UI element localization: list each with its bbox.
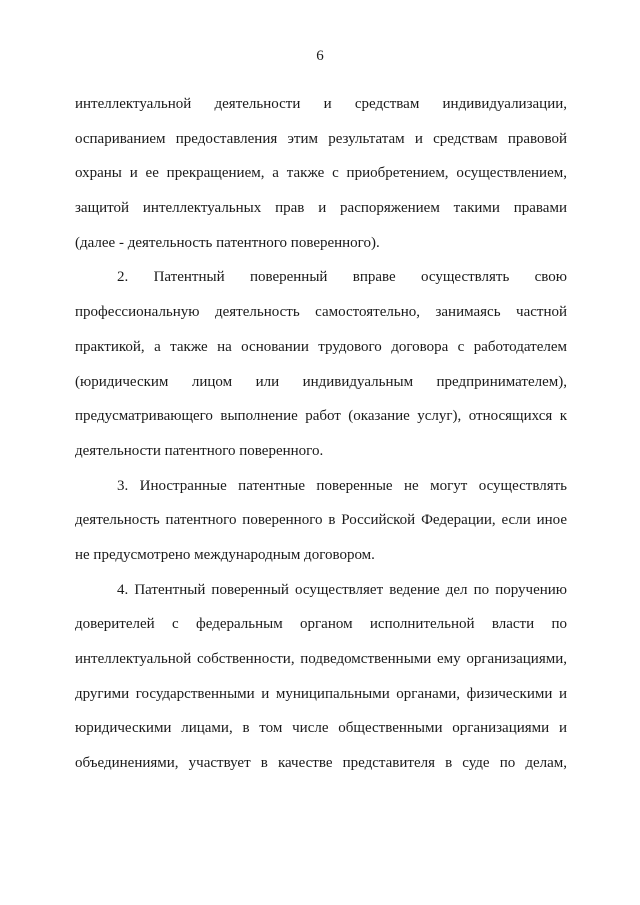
text-line: интеллектуальной собственности, подведомственными ему организациями,: [75, 651, 567, 667]
text-line: (юридическим лицом или индивидуальным предпринимателем),: [75, 373, 567, 390]
text-line: практикой, а также на основании трудового договора с работодателем: [75, 338, 567, 355]
paragraph-2-first-line: 2. Патентный поверенный вправе осуществлять свою: [117, 269, 567, 286]
text-line: объединениями, участвует в качестве представителя в суде по делам,: [75, 755, 567, 772]
text-line: деятельности патентного поверенного.: [75, 442, 324, 459]
text-line: (далее - деятельность патентного поверенного).: [75, 234, 380, 251]
document-body: [75, 87, 567, 781]
text-line: доверителей с федеральным органом исполнительной власти по: [75, 616, 567, 633]
text-line: интеллектуальной деятельности и средствам индивидуализации,: [75, 96, 567, 112]
text-line: оспариванием предоставления этим результатам и средствам правовой: [75, 130, 567, 147]
paragraph-4-first-line: 4. Патентный поверенный осуществляет ведение дел по поручению: [117, 581, 567, 598]
text-line: предусматривающего выполнение работ (оказание услуг), относящихся к: [75, 408, 567, 425]
text-line: деятельность патентного поверенного в Российской Федерации, если иное: [75, 512, 567, 529]
page-number: 6: [316, 48, 324, 64]
text-line: профессиональную деятельность самостоятельно, занимаясь частной: [75, 304, 567, 321]
text-line: юридическими лицами, в том числе общественными организациями и: [75, 720, 567, 737]
text-line: не предусмотрено международным договором.: [75, 546, 375, 563]
paragraph-3-first-line: 3. Иностранные патентные поверенные не могут осуществлять: [117, 477, 567, 494]
text-line: охраны и ее прекращением, а также с приобретением, осуществлением,: [75, 165, 567, 182]
text-line: защитой интеллектуальных прав и распоряжением такими правами: [75, 200, 567, 217]
text-line: другими государственными и муниципальными органами, физическими и: [75, 685, 567, 702]
